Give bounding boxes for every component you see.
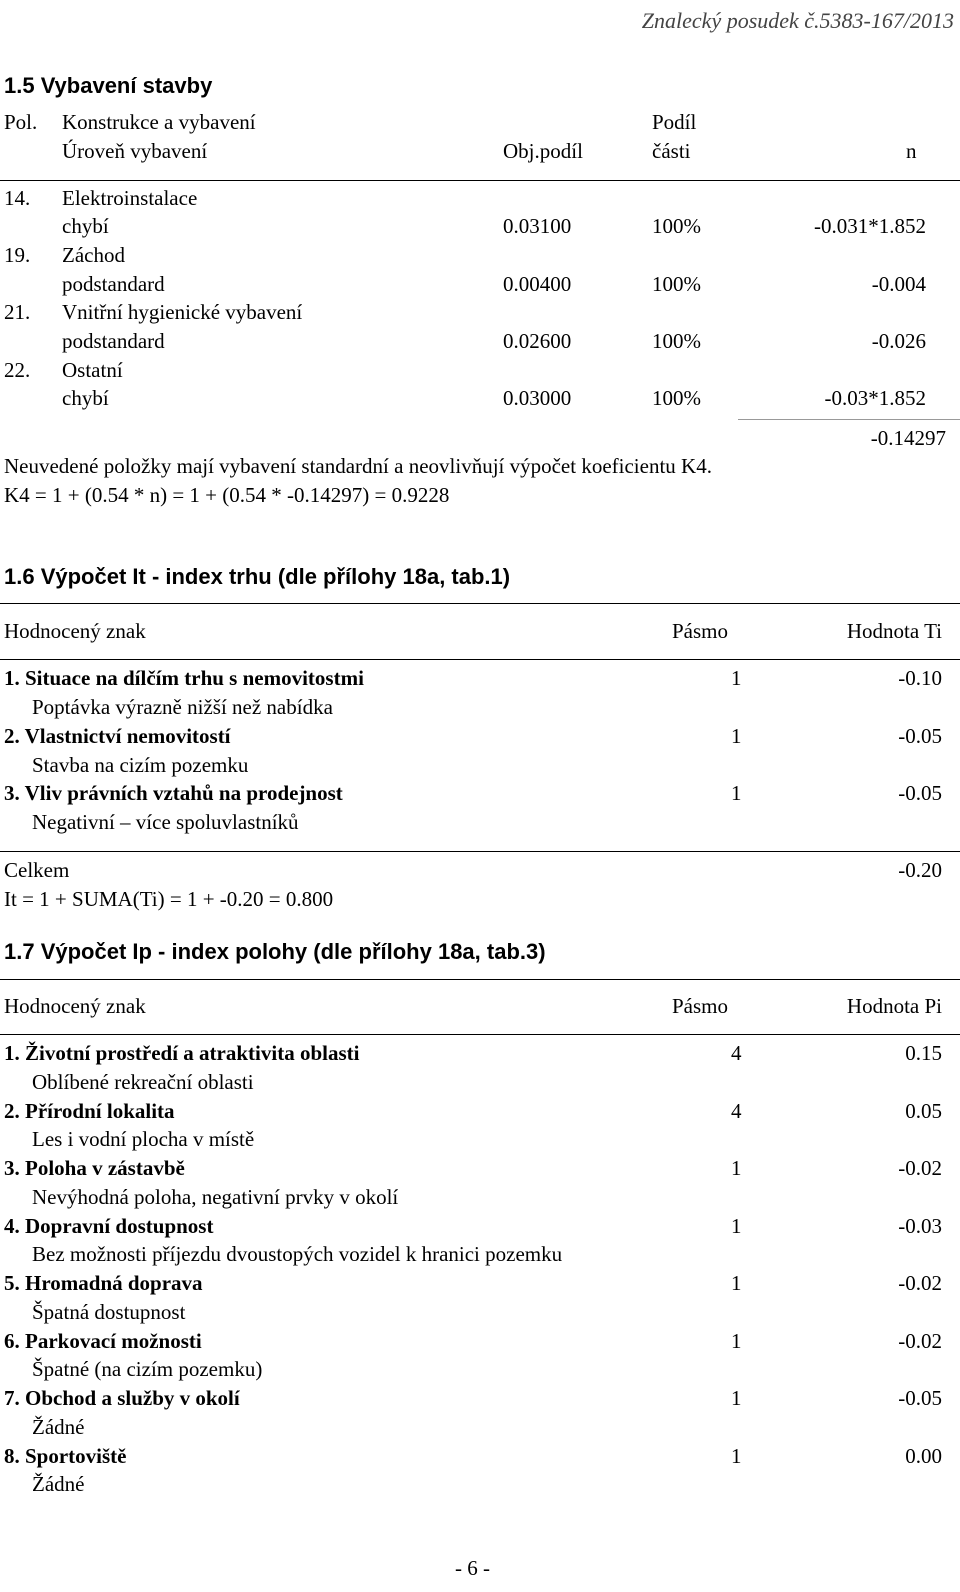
criterion-description: Nevýhodná poloha, negativní prvky v okolí — [32, 1185, 399, 1209]
col-objpodil-header: Obj.podíl — [503, 139, 583, 163]
divider — [0, 603, 960, 604]
item-n: -0.031*1.852 — [814, 214, 926, 238]
divider — [0, 180, 960, 181]
section-title-index-polohy: 1.7 Výpočet Ip - index polohy (dle přílohy 18a, tab.3) — [4, 939, 546, 964]
item-obj-share: 0.00400 — [503, 272, 572, 296]
criterion-value: -0.02 — [898, 1329, 942, 1353]
col-podil-header: Podíl — [652, 110, 697, 134]
section-title-index-trhu: 1.6 Výpočet It - index trhu (dle přílohy 18a, tab.1) — [4, 564, 511, 589]
item-number: 14. — [4, 186, 31, 210]
criterion-name: 2. Vlastnictví nemovitostí — [4, 724, 231, 748]
criterion-value: -0.05 — [898, 1386, 942, 1410]
it-formula: It = 1 + SUMA(Ti) = 1 + -0.20 = 0.800 — [4, 887, 334, 911]
criterion-name: 8. Sportoviště — [4, 1444, 127, 1468]
item-obj-share: 0.02600 — [503, 329, 572, 353]
criterion-band: 1 — [731, 666, 742, 690]
criterion-band: 1 — [731, 1214, 742, 1238]
divider — [0, 979, 960, 980]
col-pasmo-header: Pásmo — [672, 619, 729, 643]
item-obj-share: 0.03100 — [503, 214, 572, 238]
criterion-value: -0.05 — [898, 724, 942, 748]
sum-divider — [738, 419, 960, 420]
col-znak-header: Hodnocený znak — [4, 994, 146, 1018]
item-n: -0.004 — [871, 272, 926, 296]
criterion-description: Les i vodní plocha v místě — [32, 1127, 255, 1151]
col-znak-header: Hodnocený znak — [4, 619, 146, 643]
item-number: 22. — [4, 358, 31, 382]
criterion-description: Žádné — [32, 1472, 85, 1496]
criterion-description: Žádné — [32, 1415, 85, 1439]
item-number: 19. — [4, 243, 31, 267]
criterion-description: Bez možnosti příjezdu dvoustopých vozidel k hranici pozemku — [32, 1242, 563, 1266]
criterion-description: Stavba na cizím pozemku — [32, 753, 249, 777]
criterion-value: 0.15 — [905, 1041, 942, 1065]
note-text: Neuvedené položky mají vybavení standardní a neovlivňují výpočet koeficientu K4. — [4, 454, 712, 478]
criterion-band: 1 — [731, 1444, 742, 1468]
criterion-value: -0.05 — [898, 781, 942, 805]
criterion-name: 5. Hromadná doprava — [4, 1271, 203, 1295]
criterion-band: 4 — [731, 1041, 742, 1065]
criterion-band: 1 — [731, 1156, 742, 1180]
divider — [0, 1034, 960, 1035]
page-number: - 6 - — [455, 1556, 490, 1580]
item-level: podstandard — [62, 329, 165, 353]
criterion-description: Špatné (na cizím pozemku) — [32, 1357, 263, 1381]
criterion-name: 3. Poloha v zástavbě — [4, 1156, 185, 1180]
item-n: -0.026 — [871, 329, 926, 353]
divider — [0, 659, 960, 660]
criterion-value: 0.00 — [905, 1444, 942, 1468]
criterion-name: 1. Životní prostředí a atraktivita oblasti — [4, 1041, 360, 1065]
item-part-share: 100% — [652, 272, 701, 296]
col-pasmo-header: Pásmo — [672, 994, 729, 1018]
n-sum: -0.14297 — [870, 426, 946, 450]
item-part-share: 100% — [652, 386, 701, 410]
criterion-name: 6. Parkovací možnosti — [4, 1329, 202, 1353]
criterion-name: 7. Obchod a služby v okolí — [4, 1386, 240, 1410]
criterion-band: 1 — [731, 781, 742, 805]
item-level: chybí — [62, 386, 109, 410]
criterion-band: 4 — [731, 1099, 742, 1123]
item-level: podstandard — [62, 272, 165, 296]
col-hodnota-header: Hodnota Ti — [846, 619, 942, 643]
criterion-name: 1. Situace na dílčím trhu s nemovitostmi — [4, 666, 364, 690]
criterion-description: Negativní – více spoluvlastníků — [32, 810, 299, 834]
item-name: Elektroinstalace — [62, 186, 198, 210]
item-name: Ostatní — [62, 358, 123, 382]
criterion-value: 0.05 — [905, 1099, 942, 1123]
divider — [0, 851, 960, 852]
col-casti-header: části — [652, 139, 691, 163]
k4-formula: K4 = 1 + (0.54 * n) = 1 + (0.54 * -0.14297) = 0.9228 — [4, 483, 450, 507]
col-uroven-header: Úroveň vybavení — [62, 139, 208, 163]
item-part-share: 100% — [652, 329, 701, 353]
criterion-description: Oblíbené rekreační oblasti — [32, 1070, 254, 1094]
section-title-vybaveni: 1.5 Vybavení stavby — [4, 73, 213, 98]
criterion-band: 1 — [731, 1329, 742, 1353]
total-value: -0.20 — [898, 858, 942, 882]
item-number: 21. — [4, 300, 31, 324]
criterion-description: Poptávka výrazně nižší než nabídka — [32, 695, 333, 719]
criterion-band: 1 — [731, 1386, 742, 1410]
col-konstrukce-header: Konstrukce a vybavení — [62, 110, 256, 134]
col-pol-header: Pol. — [4, 110, 38, 134]
col-n-header: n — [906, 139, 917, 163]
item-name: Záchod — [62, 243, 125, 267]
criterion-value: -0.10 — [898, 666, 942, 690]
total-label: Celkem — [4, 858, 70, 882]
criterion-value: -0.02 — [898, 1156, 942, 1180]
col-hodnota-header: Hodnota Pi — [846, 994, 942, 1018]
item-name: Vnitřní hygienické vybavení — [62, 300, 303, 324]
item-part-share: 100% — [652, 214, 701, 238]
criterion-value: -0.03 — [898, 1214, 942, 1238]
criterion-name: 3. Vliv právních vztahů na prodejnost — [4, 781, 343, 805]
criterion-description: Špatná dostupnost — [32, 1300, 186, 1324]
criterion-name: 2. Přírodní lokalita — [4, 1099, 175, 1123]
criterion-band: 1 — [731, 724, 742, 748]
document-reference: Znalecký posudek č.5383-167/2013 — [641, 8, 954, 33]
item-level: chybí — [62, 214, 109, 238]
criterion-value: -0.02 — [898, 1271, 942, 1295]
item-obj-share: 0.03000 — [503, 386, 572, 410]
criterion-name: 4. Dopravní dostupnost — [4, 1214, 214, 1238]
item-n: -0.03*1.852 — [824, 386, 926, 410]
criterion-band: 1 — [731, 1271, 742, 1295]
